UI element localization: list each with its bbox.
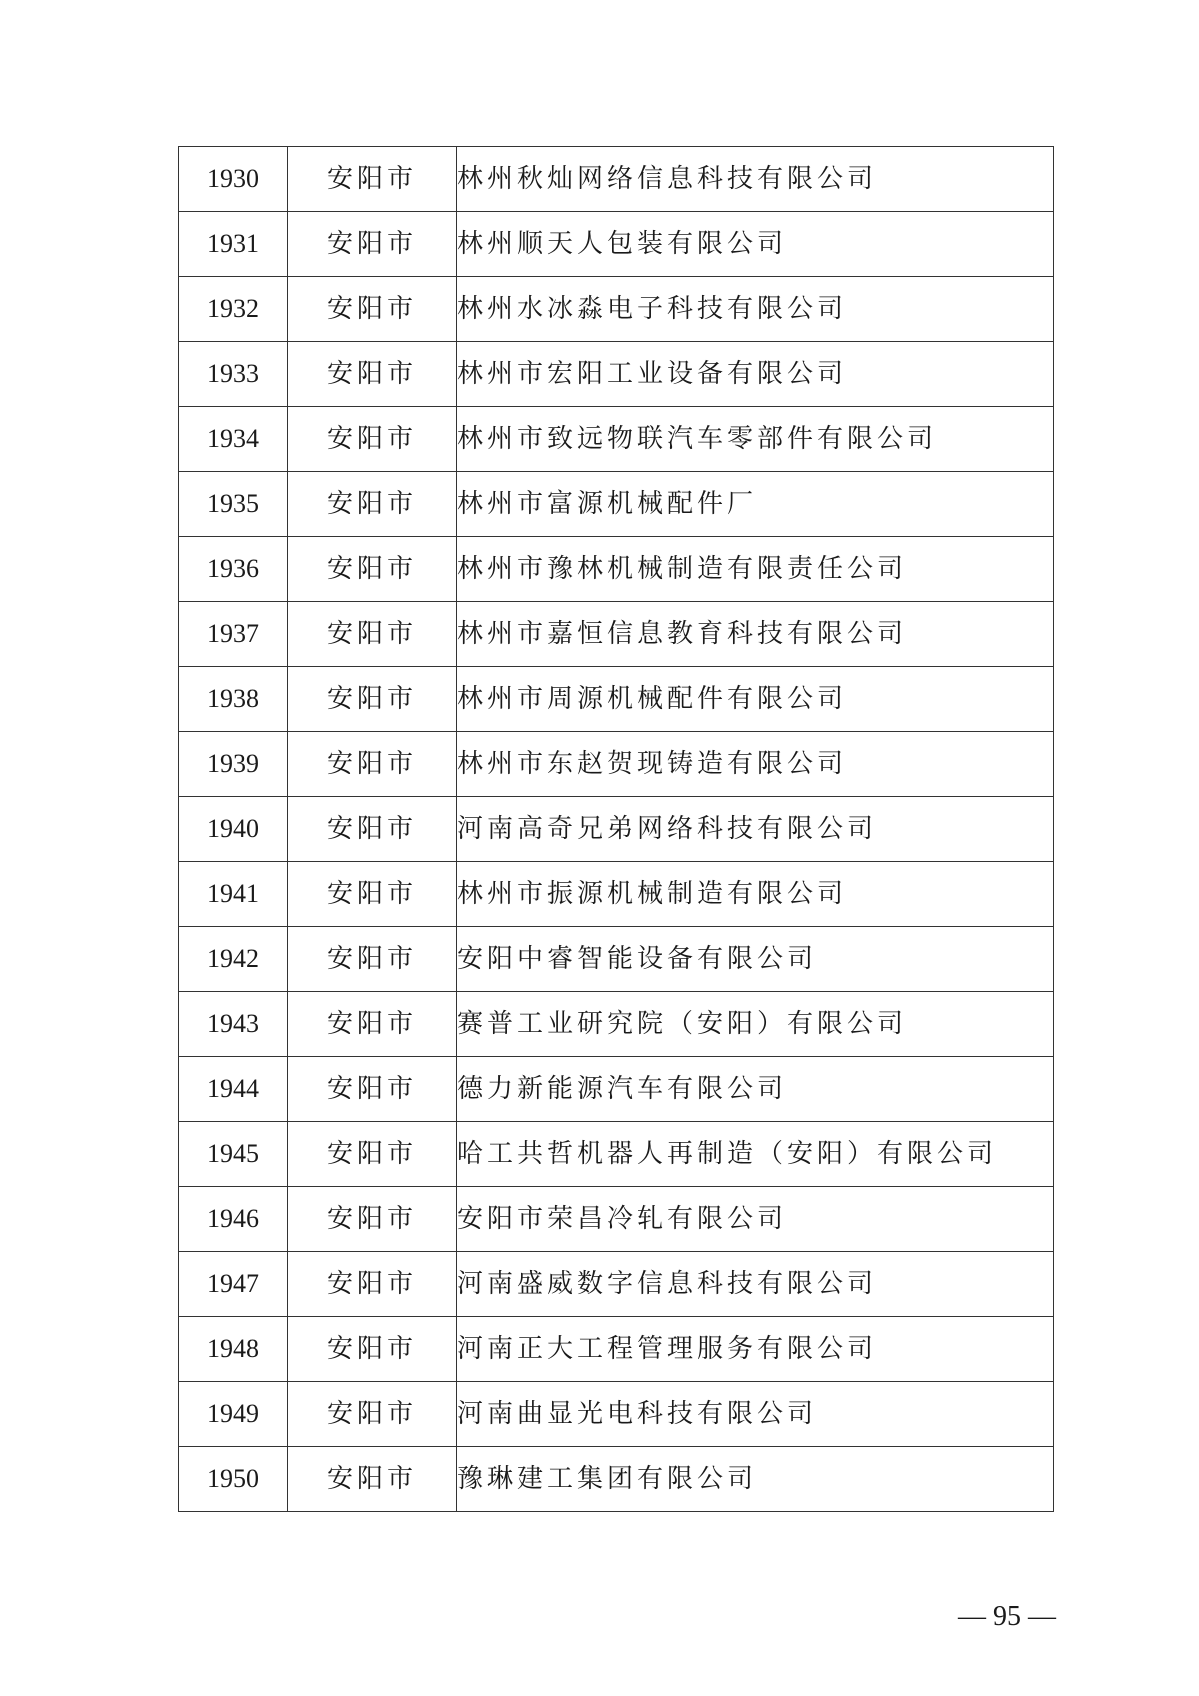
row-city: 安阳市 xyxy=(288,1252,457,1317)
row-company-name: 豫琳建工集团有限公司 xyxy=(457,1447,1054,1512)
table-body xyxy=(179,147,1054,1512)
row-number: 1930 xyxy=(179,147,288,212)
row-city: 安阳市 xyxy=(288,732,457,797)
table-row xyxy=(179,797,1054,862)
row-number: 1936 xyxy=(179,537,288,602)
table-row xyxy=(179,667,1054,732)
row-company-name: 河南高奇兄弟网络科技有限公司 xyxy=(457,797,1054,862)
table-row xyxy=(179,1252,1054,1317)
row-city: 安阳市 xyxy=(288,277,457,342)
table-row xyxy=(179,1317,1054,1382)
row-company-name: 赛普工业研究院（安阳）有限公司 xyxy=(457,992,1054,1057)
row-company-name: 河南盛威数字信息科技有限公司 xyxy=(457,1252,1054,1317)
table-row xyxy=(179,537,1054,602)
table-row xyxy=(179,927,1054,992)
row-number: 1938 xyxy=(179,667,288,732)
row-city: 安阳市 xyxy=(288,862,457,927)
row-city: 安阳市 xyxy=(288,407,457,472)
table-row xyxy=(179,602,1054,667)
row-company-name: 林州市东赵贺现铸造有限公司 xyxy=(457,732,1054,797)
row-number: 1944 xyxy=(179,1057,288,1122)
table-row xyxy=(179,472,1054,537)
row-city: 安阳市 xyxy=(288,602,457,667)
table-row xyxy=(179,1382,1054,1447)
table-row xyxy=(179,862,1054,927)
row-city: 安阳市 xyxy=(288,472,457,537)
company-list-table xyxy=(178,146,1054,1512)
row-company-name: 哈工共哲机器人再制造（安阳）有限公司 xyxy=(457,1122,1054,1187)
row-number: 1948 xyxy=(179,1317,288,1382)
table-row xyxy=(179,992,1054,1057)
row-city: 安阳市 xyxy=(288,1317,457,1382)
row-city: 安阳市 xyxy=(288,992,457,1057)
row-number: 1942 xyxy=(179,927,288,992)
row-company-name: 林州市周源机械配件有限公司 xyxy=(457,667,1054,732)
row-company-name: 林州市豫林机械制造有限责任公司 xyxy=(457,537,1054,602)
row-company-name: 林州市嘉恒信息教育科技有限公司 xyxy=(457,602,1054,667)
row-city: 安阳市 xyxy=(288,667,457,732)
table-row xyxy=(179,407,1054,472)
row-city: 安阳市 xyxy=(288,1187,457,1252)
row-city: 安阳市 xyxy=(288,1447,457,1512)
row-number: 1937 xyxy=(179,602,288,667)
page-number: — 95 — xyxy=(958,1601,1056,1632)
row-city: 安阳市 xyxy=(288,342,457,407)
row-number: 1940 xyxy=(179,797,288,862)
row-company-name: 林州市致远物联汽车零部件有限公司 xyxy=(457,407,1054,472)
row-number: 1949 xyxy=(179,1382,288,1447)
row-number: 1947 xyxy=(179,1252,288,1317)
row-number: 1950 xyxy=(179,1447,288,1512)
row-number: 1945 xyxy=(179,1122,288,1187)
row-city: 安阳市 xyxy=(288,1057,457,1122)
row-company-name: 河南曲显光电科技有限公司 xyxy=(457,1382,1054,1447)
row-company-name: 林州市振源机械制造有限公司 xyxy=(457,862,1054,927)
row-city: 安阳市 xyxy=(288,212,457,277)
row-company-name: 安阳中睿智能设备有限公司 xyxy=(457,927,1054,992)
row-company-name: 德力新能源汽车有限公司 xyxy=(457,1057,1054,1122)
row-number: 1946 xyxy=(179,1187,288,1252)
row-city: 安阳市 xyxy=(288,537,457,602)
row-number: 1933 xyxy=(179,342,288,407)
row-number: 1934 xyxy=(179,407,288,472)
table-row xyxy=(179,1447,1054,1512)
table-row xyxy=(179,147,1054,212)
row-city: 安阳市 xyxy=(288,1122,457,1187)
row-company-name: 河南正大工程管理服务有限公司 xyxy=(457,1317,1054,1382)
row-number: 1932 xyxy=(179,277,288,342)
row-company-name: 林州顺天人包装有限公司 xyxy=(457,212,1054,277)
row-number: 1939 xyxy=(179,732,288,797)
row-number: 1943 xyxy=(179,992,288,1057)
row-company-name: 林州市宏阳工业设备有限公司 xyxy=(457,342,1054,407)
row-city: 安阳市 xyxy=(288,147,457,212)
row-company-name: 林州市富源机械配件厂 xyxy=(457,472,1054,537)
row-company-name: 林州秋灿网络信息科技有限公司 xyxy=(457,147,1054,212)
row-company-name: 林州水冰淼电子科技有限公司 xyxy=(457,277,1054,342)
table-row xyxy=(179,212,1054,277)
table-row xyxy=(179,1187,1054,1252)
table-row xyxy=(179,732,1054,797)
table-row xyxy=(179,1057,1054,1122)
row-city: 安阳市 xyxy=(288,797,457,862)
row-company-name: 安阳市荣昌冷轧有限公司 xyxy=(457,1187,1054,1252)
row-number: 1935 xyxy=(179,472,288,537)
row-number: 1941 xyxy=(179,862,288,927)
table-row xyxy=(179,342,1054,407)
row-city: 安阳市 xyxy=(288,1382,457,1447)
table-row xyxy=(179,277,1054,342)
row-city: 安阳市 xyxy=(288,927,457,992)
table-row xyxy=(179,1122,1054,1187)
row-number: 1931 xyxy=(179,212,288,277)
